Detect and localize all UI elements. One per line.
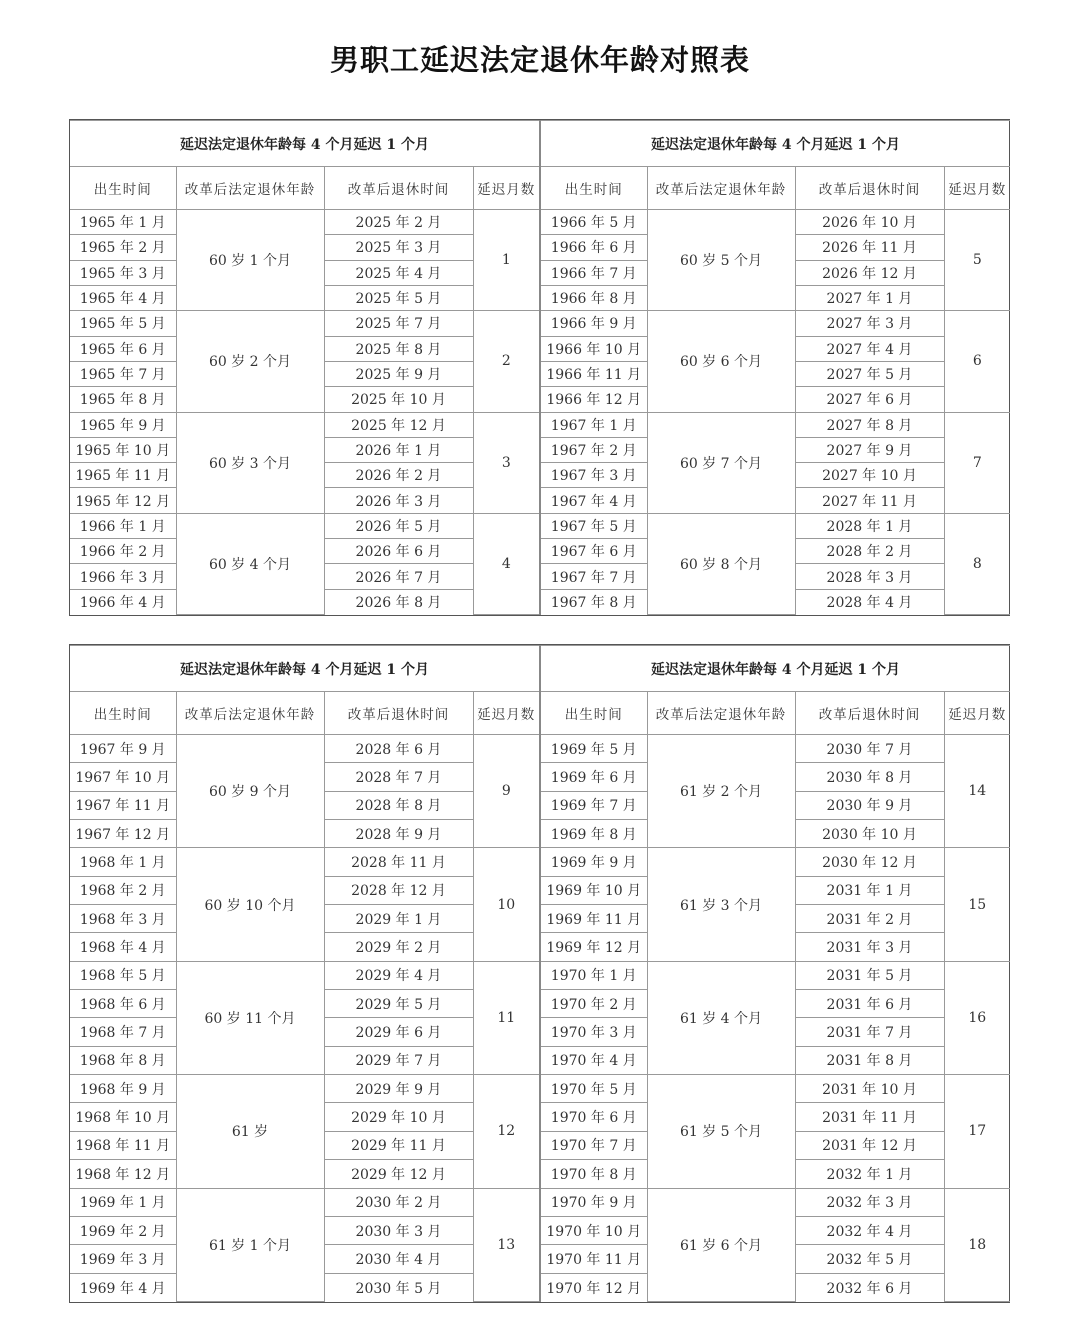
birth-date-cell: 1965 年 6 月	[70, 336, 176, 361]
birth-date-cell: 1970 年 9 月	[541, 1188, 647, 1216]
header-row	[70, 167, 539, 210]
birth-date-cell: 1968 年 4 月	[70, 933, 176, 961]
retire-time-cell: 2030 年 5 月	[324, 1273, 473, 1301]
birth-date-cell: 1970 年 7 月	[541, 1131, 647, 1159]
birth-date-cell: 1969 年 1 月	[70, 1188, 176, 1216]
retire-age-cell: 60 岁 2 个月	[176, 311, 324, 412]
birth-date-cell: 1966 年 3 月	[70, 564, 176, 589]
birth-date-cell: 1966 年 1 月	[70, 513, 176, 538]
delay-months-cell: 4	[473, 513, 539, 614]
birth-date-cell: 1965 年 9 月	[70, 412, 176, 437]
birth-date-cell: 1970 年 3 月	[541, 1018, 647, 1046]
column-header-2: 改革后法定退休年龄	[176, 692, 324, 735]
birth-date-cell: 1967 年 10 月	[70, 763, 176, 791]
delay-months-cell: 18	[944, 1188, 1010, 1302]
retire-time-cell: 2027 年 3 月	[795, 311, 944, 336]
retire-time-cell: 2028 年 3 月	[795, 564, 944, 589]
retire-time-cell: 2028 年 8 月	[324, 791, 473, 819]
caption-row	[70, 646, 539, 692]
table-row	[541, 210, 1010, 235]
delay-months-cell: 3	[473, 412, 539, 513]
retire-time-cell: 2025 年 2 月	[324, 210, 473, 235]
column-header-2: 改革后法定退休年龄	[176, 167, 324, 210]
birth-date-cell: 1969 年 7 月	[541, 791, 647, 819]
delay-months-cell: 11	[473, 961, 539, 1074]
table-row	[70, 961, 539, 989]
birth-date-cell: 1967 年 12 月	[70, 820, 176, 848]
table-row	[70, 513, 539, 538]
birth-date-cell: 1967 年 4 月	[541, 488, 647, 513]
birth-date-cell: 1965 年 3 月	[70, 260, 176, 285]
birth-date-cell: 1969 年 9 月	[541, 848, 647, 876]
page-title: 男职工延迟法定退休年龄对照表	[329, 43, 750, 77]
header-row	[541, 167, 1010, 210]
retire-time-cell: 2027 年 6 月	[795, 387, 944, 412]
retire-time-cell: 2031 年 11 月	[795, 1103, 944, 1131]
table-row	[70, 1188, 539, 1216]
retire-time-cell: 2031 年 6 月	[795, 990, 944, 1018]
retire-time-cell: 2026 年 8 月	[324, 589, 473, 614]
retire-time-cell: 2027 年 8 月	[795, 412, 944, 437]
table-caption: 延迟法定退休年龄每 4 个月延迟 1 个月	[541, 646, 1010, 692]
table-caption: 延迟法定退休年龄每 4 个月延迟 1 个月	[70, 646, 539, 692]
column-header-3: 改革后退休时间	[795, 692, 944, 735]
retire-time-cell: 2031 年 10 月	[795, 1075, 944, 1103]
delay-months-cell: 10	[473, 848, 539, 961]
table-row	[70, 412, 539, 437]
birth-date-cell: 1968 年 9 月	[70, 1075, 176, 1103]
retire-time-cell: 2029 年 1 月	[324, 905, 473, 933]
delay-months-cell: 7	[944, 412, 1010, 513]
retire-age-cell: 61 岁 3 个月	[647, 848, 795, 961]
birth-date-cell: 1970 年 4 月	[541, 1046, 647, 1074]
retire-age-cell: 61 岁 2 个月	[647, 735, 795, 848]
birth-date-cell: 1966 年 8 月	[541, 285, 647, 310]
delay-months-cell: 17	[944, 1075, 1010, 1188]
birth-date-cell: 1970 年 11 月	[541, 1245, 647, 1273]
retire-time-cell: 2031 年 12 月	[795, 1131, 944, 1159]
retire-age-cell: 61 岁 6 个月	[647, 1188, 795, 1302]
table-half	[541, 120, 1010, 615]
birth-date-cell: 1969 年 2 月	[70, 1216, 176, 1244]
retire-time-cell: 2026 年 10 月	[795, 210, 944, 235]
retire-time-cell: 2030 年 2 月	[324, 1188, 473, 1216]
delay-months-cell: 13	[473, 1188, 539, 1302]
delay-months-cell: 6	[944, 311, 1010, 412]
retire-time-cell: 2030 年 3 月	[324, 1216, 473, 1244]
table-block-1	[69, 119, 1010, 616]
retire-age-cell: 60 岁 1 个月	[176, 210, 324, 311]
retire-time-cell: 2026 年 11 月	[795, 235, 944, 260]
birth-date-cell: 1965 年 10 月	[70, 437, 176, 462]
birth-date-cell: 1968 年 8 月	[70, 1046, 176, 1074]
retire-age-cell: 60 岁 5 个月	[647, 210, 795, 311]
retire-time-cell: 2026 年 6 月	[324, 539, 473, 564]
table-half	[70, 120, 539, 615]
birth-date-cell: 1966 年 11 月	[541, 361, 647, 386]
retire-time-cell: 2028 年 1 月	[795, 513, 944, 538]
table-row	[541, 848, 1010, 876]
table-half	[541, 645, 1010, 1302]
column-header-2: 改革后法定退休年龄	[647, 692, 795, 735]
retire-age-cell: 61 岁 5 个月	[647, 1075, 795, 1188]
retire-time-cell: 2030 年 9 月	[795, 791, 944, 819]
birth-date-cell: 1966 年 10 月	[541, 336, 647, 361]
birth-date-cell: 1966 年 6 月	[541, 235, 647, 260]
column-header-3: 改革后退休时间	[324, 692, 473, 735]
table-half	[70, 645, 539, 1302]
retire-time-cell: 2028 年 11 月	[324, 848, 473, 876]
retire-time-cell: 2031 年 1 月	[795, 876, 944, 904]
birth-date-cell: 1967 年 3 月	[541, 463, 647, 488]
retire-time-cell: 2028 年 2 月	[795, 539, 944, 564]
caption-row	[70, 121, 539, 167]
retire-time-cell: 2025 年 7 月	[324, 311, 473, 336]
delay-months-cell: 2	[473, 311, 539, 412]
retire-time-cell: 2030 年 7 月	[795, 735, 944, 763]
retire-time-cell: 2031 年 2 月	[795, 905, 944, 933]
retire-time-cell: 2025 年 3 月	[324, 235, 473, 260]
retire-age-cell: 61 岁 4 个月	[647, 961, 795, 1074]
retire-time-cell: 2027 年 11 月	[795, 488, 944, 513]
retire-age-cell: 60 岁 8 个月	[647, 513, 795, 614]
birth-date-cell: 1965 年 5 月	[70, 311, 176, 336]
birth-date-cell: 1965 年 12 月	[70, 488, 176, 513]
table-row	[541, 961, 1010, 989]
retire-time-cell: 2032 年 1 月	[795, 1160, 944, 1188]
table-block-2	[69, 644, 1010, 1303]
column-header-4: 延迟月数	[473, 692, 539, 735]
birth-date-cell: 1966 年 4 月	[70, 589, 176, 614]
retire-age-cell: 60 岁 9 个月	[176, 735, 324, 848]
retire-age-cell: 61 岁 1 个月	[176, 1188, 324, 1302]
birth-date-cell: 1967 年 2 月	[541, 437, 647, 462]
retire-time-cell: 2028 年 9 月	[324, 820, 473, 848]
birth-date-cell: 1968 年 6 月	[70, 990, 176, 1018]
column-header-3: 改革后退休时间	[795, 167, 944, 210]
header-row	[70, 692, 539, 735]
birth-date-cell: 1966 年 5 月	[541, 210, 647, 235]
birth-date-cell: 1965 年 8 月	[70, 387, 176, 412]
retire-age-cell: 60 岁 7 个月	[647, 412, 795, 513]
table-caption: 延迟法定退休年龄每 4 个月延迟 1 个月	[541, 121, 1010, 167]
retirement-table	[541, 120, 1010, 615]
retirement-table	[70, 645, 539, 1302]
birth-date-cell: 1967 年 8 月	[541, 589, 647, 614]
column-header-4: 延迟月数	[944, 167, 1010, 210]
delay-months-cell: 8	[944, 513, 1010, 614]
retire-time-cell: 2028 年 12 月	[324, 876, 473, 904]
column-header-4: 延迟月数	[473, 167, 539, 210]
birth-date-cell: 1966 年 12 月	[541, 387, 647, 412]
retire-time-cell: 2025 年 9 月	[324, 361, 473, 386]
table-row	[70, 848, 539, 876]
retire-time-cell: 2031 年 7 月	[795, 1018, 944, 1046]
birth-date-cell: 1965 年 7 月	[70, 361, 176, 386]
birth-date-cell: 1967 年 6 月	[541, 539, 647, 564]
birth-date-cell: 1965 年 4 月	[70, 285, 176, 310]
birth-date-cell: 1970 年 2 月	[541, 990, 647, 1018]
birth-date-cell: 1970 年 8 月	[541, 1160, 647, 1188]
retire-time-cell: 2026 年 2 月	[324, 463, 473, 488]
birth-date-cell: 1966 年 7 月	[541, 260, 647, 285]
birth-date-cell: 1965 年 11 月	[70, 463, 176, 488]
delay-months-cell: 15	[944, 848, 1010, 961]
column-header-1: 出生时间	[70, 167, 176, 210]
birth-date-cell: 1968 年 11 月	[70, 1131, 176, 1159]
retire-time-cell: 2027 年 9 月	[795, 437, 944, 462]
birth-date-cell: 1967 年 11 月	[70, 791, 176, 819]
retire-time-cell: 2032 年 4 月	[795, 1216, 944, 1244]
table-row	[70, 311, 539, 336]
table-row	[70, 1075, 539, 1103]
retire-time-cell: 2032 年 3 月	[795, 1188, 944, 1216]
retire-time-cell: 2031 年 3 月	[795, 933, 944, 961]
table-row	[541, 1075, 1010, 1103]
retire-time-cell: 2029 年 2 月	[324, 933, 473, 961]
birth-date-cell: 1969 年 4 月	[70, 1273, 176, 1301]
retire-time-cell: 2027 年 5 月	[795, 361, 944, 386]
birth-date-cell: 1968 年 12 月	[70, 1160, 176, 1188]
birth-date-cell: 1969 年 5 月	[541, 735, 647, 763]
birth-date-cell: 1969 年 6 月	[541, 763, 647, 791]
retire-age-cell: 60 岁 10 个月	[176, 848, 324, 961]
column-header-1: 出生时间	[70, 692, 176, 735]
retire-time-cell: 2026 年 3 月	[324, 488, 473, 513]
column-header-1: 出生时间	[541, 692, 647, 735]
retire-time-cell: 2030 年 10 月	[795, 820, 944, 848]
birth-date-cell: 1968 年 5 月	[70, 961, 176, 989]
retirement-table	[541, 645, 1010, 1302]
table-row	[541, 1188, 1010, 1216]
birth-date-cell: 1969 年 12 月	[541, 933, 647, 961]
birth-date-cell: 1970 年 5 月	[541, 1075, 647, 1103]
retire-time-cell: 2029 年 7 月	[324, 1046, 473, 1074]
birth-date-cell: 1968 年 3 月	[70, 905, 176, 933]
retire-time-cell: 2029 年 11 月	[324, 1131, 473, 1159]
birth-date-cell: 1968 年 1 月	[70, 848, 176, 876]
birth-date-cell: 1970 年 10 月	[541, 1216, 647, 1244]
retire-time-cell: 2025 年 4 月	[324, 260, 473, 285]
birth-date-cell: 1969 年 10 月	[541, 876, 647, 904]
retire-time-cell: 2030 年 4 月	[324, 1245, 473, 1273]
delay-months-cell: 12	[473, 1075, 539, 1188]
retire-time-cell: 2026 年 5 月	[324, 513, 473, 538]
retire-time-cell: 2029 年 12 月	[324, 1160, 473, 1188]
birth-date-cell: 1967 年 9 月	[70, 735, 176, 763]
retire-time-cell: 2025 年 10 月	[324, 387, 473, 412]
birth-date-cell: 1969 年 8 月	[541, 820, 647, 848]
birth-date-cell: 1969 年 3 月	[70, 1245, 176, 1273]
delay-months-cell: 1	[473, 210, 539, 311]
retire-time-cell: 2027 年 1 月	[795, 285, 944, 310]
retire-age-cell: 61 岁	[176, 1075, 324, 1188]
table-row	[541, 513, 1010, 538]
birth-date-cell: 1968 年 2 月	[70, 876, 176, 904]
birth-date-cell: 1967 年 1 月	[541, 412, 647, 437]
retire-time-cell: 2030 年 8 月	[795, 763, 944, 791]
retire-time-cell: 2025 年 12 月	[324, 412, 473, 437]
retire-age-cell: 60 岁 11 个月	[176, 961, 324, 1074]
table-caption: 延迟法定退休年龄每 4 个月延迟 1 个月	[70, 121, 539, 167]
column-header-1: 出生时间	[541, 167, 647, 210]
retire-time-cell: 2032 年 5 月	[795, 1245, 944, 1273]
retire-time-cell: 2028 年 6 月	[324, 735, 473, 763]
retire-time-cell: 2026 年 12 月	[795, 260, 944, 285]
retire-time-cell: 2029 年 4 月	[324, 961, 473, 989]
retire-time-cell: 2025 年 5 月	[324, 285, 473, 310]
retire-time-cell: 2029 年 9 月	[324, 1075, 473, 1103]
retire-age-cell: 60 岁 4 个月	[176, 513, 324, 614]
birth-date-cell: 1965 年 1 月	[70, 210, 176, 235]
retire-time-cell: 2029 年 10 月	[324, 1103, 473, 1131]
retire-time-cell: 2025 年 8 月	[324, 336, 473, 361]
birth-date-cell: 1965 年 2 月	[70, 235, 176, 260]
birth-date-cell: 1970 年 12 月	[541, 1273, 647, 1301]
retire-time-cell: 2027 年 10 月	[795, 463, 944, 488]
retire-time-cell: 2031 年 8 月	[795, 1046, 944, 1074]
delay-months-cell: 16	[944, 961, 1010, 1074]
retire-time-cell: 2026 年 7 月	[324, 564, 473, 589]
birth-date-cell: 1969 年 11 月	[541, 905, 647, 933]
caption-row	[541, 646, 1010, 692]
delay-months-cell: 14	[944, 735, 1010, 848]
birth-date-cell: 1970 年 1 月	[541, 961, 647, 989]
delay-months-cell: 5	[944, 210, 1010, 311]
column-header-2: 改革后法定退休年龄	[647, 167, 795, 210]
column-header-3: 改革后退休时间	[324, 167, 473, 210]
retire-time-cell: 2026 年 1 月	[324, 437, 473, 462]
table-row	[70, 210, 539, 235]
birth-date-cell: 1966 年 2 月	[70, 539, 176, 564]
retire-time-cell: 2032 年 6 月	[795, 1273, 944, 1301]
retire-time-cell: 2029 年 6 月	[324, 1018, 473, 1046]
retire-age-cell: 60 岁 6 个月	[647, 311, 795, 412]
retire-time-cell: 2027 年 4 月	[795, 336, 944, 361]
table-row	[541, 412, 1010, 437]
retirement-table	[70, 120, 539, 615]
table-row	[541, 311, 1010, 336]
caption-row	[541, 121, 1010, 167]
retire-time-cell: 2028 年 7 月	[324, 763, 473, 791]
delay-months-cell: 9	[473, 735, 539, 848]
retire-time-cell: 2029 年 5 月	[324, 990, 473, 1018]
header-row	[541, 692, 1010, 735]
birth-date-cell: 1970 年 6 月	[541, 1103, 647, 1131]
birth-date-cell: 1967 年 7 月	[541, 564, 647, 589]
birth-date-cell: 1968 年 7 月	[70, 1018, 176, 1046]
retire-time-cell: 2028 年 4 月	[795, 589, 944, 614]
table-row	[541, 735, 1010, 763]
birth-date-cell: 1967 年 5 月	[541, 513, 647, 538]
birth-date-cell: 1968 年 10 月	[70, 1103, 176, 1131]
table-row	[70, 735, 539, 763]
retire-age-cell: 60 岁 3 个月	[176, 412, 324, 513]
retire-time-cell: 2030 年 12 月	[795, 848, 944, 876]
birth-date-cell: 1966 年 9 月	[541, 311, 647, 336]
column-header-4: 延迟月数	[944, 692, 1010, 735]
retire-time-cell: 2031 年 5 月	[795, 961, 944, 989]
